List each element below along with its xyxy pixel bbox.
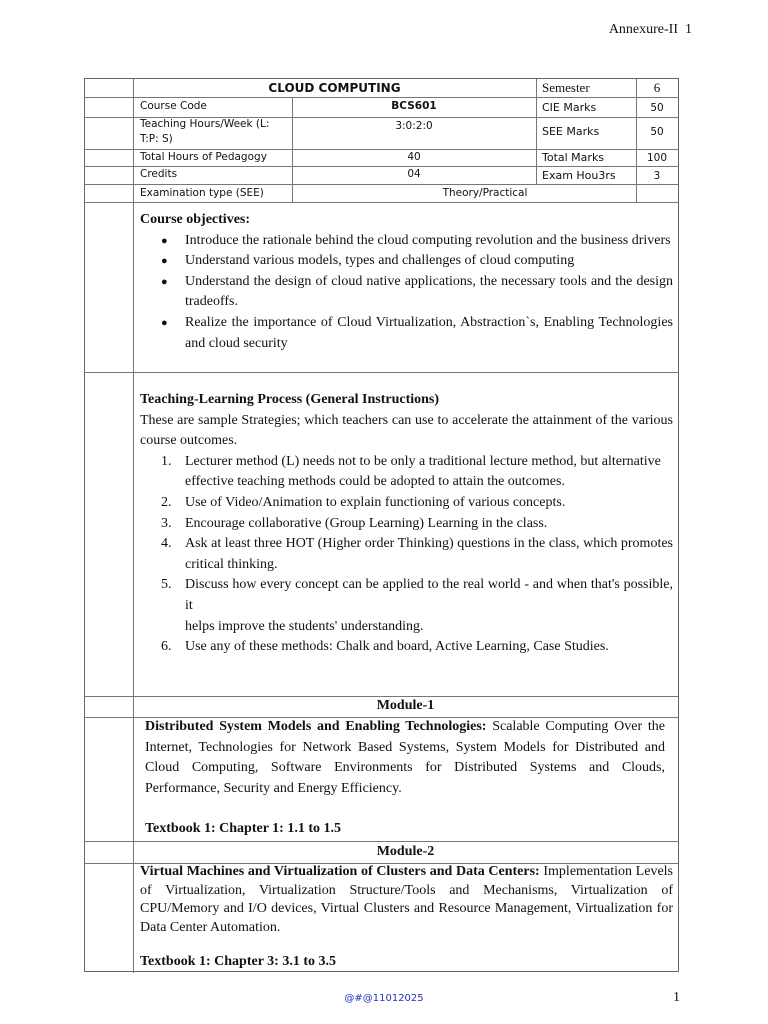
footer-page-number: 1 — [673, 990, 680, 1005]
objective-text: Realize the importance of Cloud Virtualization, Abstraction`s, Enabling Technologies and cloud security — [185, 314, 673, 351]
module-1-title: Distributed System Models and Enabling Technologies: — [145, 719, 487, 734]
module-2-title: Virtual Machines and Virtualization of Clusters and Data Centers: — [140, 864, 540, 879]
teaching-hours-label-line1: Teaching Hours/Week (L: — [140, 118, 270, 130]
item-number: 5. — [161, 577, 172, 593]
exam-type-value: Theory/Practical — [442, 187, 528, 199]
item-text: Ask at least three HOT (Higher order Thinking) questions in the class, which promotes critical thinking. — [185, 536, 673, 572]
total-marks-label: Total Marks — [542, 151, 605, 164]
module-2-heading: Module-2 — [376, 844, 435, 859]
objective-text: Understand the design of cloud native applications, the necessary tools and the design tradeoffs. — [185, 273, 673, 310]
teaching-hours-value: 3:0:2:0 — [395, 120, 433, 132]
item-text: Use any of these methods: Chalk and board, Active Learning, Case Studies. — [185, 639, 609, 655]
module-1-textbook: Textbook 1: Chapter 1: 1.1 to 1.5 — [145, 821, 342, 837]
credits-value: 04 — [407, 168, 421, 180]
credits-label: Credits — [140, 168, 178, 180]
item-text: Encourage collaborative (Group Learning) Learning in the class. — [185, 515, 548, 531]
list-item — [140, 493, 673, 514]
annexure-label: Annexure-II — [608, 22, 678, 37]
list-item — [140, 637, 673, 658]
item-text: Lecturer method (L) needs not to be only a traditional lecture method, but alternative — [185, 453, 661, 469]
item-text: Use of Video/Animation to explain functioning of various concepts. — [185, 494, 566, 510]
cie-value: 50 — [650, 102, 664, 114]
teaching-learning-process — [140, 390, 673, 658]
module-1-text: Scalable Computing Over the Internet, Technologies for Network Based Systems, System Models for Distributed and Cloud Computing, Software Environments for Distributed Systems and Clouds, Performance, Security and Energy Efficiency. — [145, 719, 665, 796]
syllabus-table — [84, 78, 679, 972]
course-code-label: Course Code — [140, 100, 207, 112]
objectives-list — [140, 231, 673, 355]
list-item — [140, 231, 673, 252]
course-title: CLOUD COMPUTING — [268, 81, 401, 95]
item-number: 6. — [161, 639, 172, 655]
objectives-heading: Course objectives: — [140, 212, 251, 227]
footer-watermark: @#@11012025 — [344, 993, 424, 1004]
teaching-intro: These are sample Strategies; which teachers can use to accelerate the attainment of the various course outcomes. — [140, 412, 673, 449]
module-2-content — [140, 863, 673, 972]
header-page-number: 1 — [685, 22, 692, 37]
bullet-icon: ● — [161, 255, 168, 268]
see-value: 50 — [650, 126, 664, 138]
list-item — [140, 452, 673, 493]
list-item — [140, 272, 673, 313]
list-item — [140, 534, 673, 575]
item-text-continued: effective teaching methods could be adopted to attain the outcomes. — [185, 474, 565, 490]
teaching-heading: Teaching-Learning Process (General Instructions) — [140, 392, 440, 407]
total-hours-label: Total Hours of Pedagogy — [140, 151, 267, 163]
exam-type-label: Examination type (SEE) — [140, 187, 264, 199]
module-1-heading: Module-1 — [376, 698, 435, 713]
see-label: SEE Marks — [542, 125, 600, 138]
course-code-value: BCS601 — [391, 100, 437, 112]
module-2-text: Implementation Levels of Virtualization, Virtualization Structure/Tools and Mechanisms, Virtualization of CPU/Memory and I/O devices, Virtual Clusters and Resource Management, Virtualization for Data Center Automation. — [140, 864, 673, 935]
item-text: Discuss how every concept can be applied to the real world - and when that's possible, it — [185, 577, 673, 613]
objective-text: Introduce the rationale behind the cloud computing revolution and the business drivers — [185, 232, 671, 248]
bullet-icon: ● — [161, 234, 168, 247]
module-1-content — [145, 717, 665, 840]
teaching-hours-label — [140, 117, 269, 147]
item-number: 1. — [161, 453, 172, 469]
total-marks-value: 100 — [646, 152, 668, 164]
list-item — [140, 514, 673, 535]
semester-value: 6 — [653, 80, 661, 95]
teaching-hours-label-line2: T:P: S) — [140, 133, 173, 145]
list-item — [140, 251, 673, 272]
exam-hours-label: Exam Hou3rs — [542, 169, 616, 182]
item-number: 3. — [161, 515, 172, 531]
bullet-icon: ● — [161, 275, 168, 288]
total-hours-value: 40 — [407, 151, 421, 163]
list-item — [140, 313, 673, 354]
cie-label: CIE Marks — [542, 101, 597, 114]
teaching-list — [140, 452, 673, 658]
course-objectives — [140, 210, 673, 354]
item-number: 4. — [161, 536, 172, 552]
exam-hours-value: 3 — [653, 170, 661, 182]
item-text-continued: helps improve the students' understanding. — [185, 618, 424, 634]
list-item — [140, 575, 673, 637]
bullet-icon: ● — [161, 316, 168, 329]
semester-label: Semester — [542, 80, 590, 95]
module-2-textbook: Textbook 1: Chapter 3: 3.1 to 3.5 — [140, 954, 337, 969]
objective-text: Understand various models, types and challenges of cloud computing — [185, 253, 575, 269]
item-number: 2. — [161, 494, 172, 510]
